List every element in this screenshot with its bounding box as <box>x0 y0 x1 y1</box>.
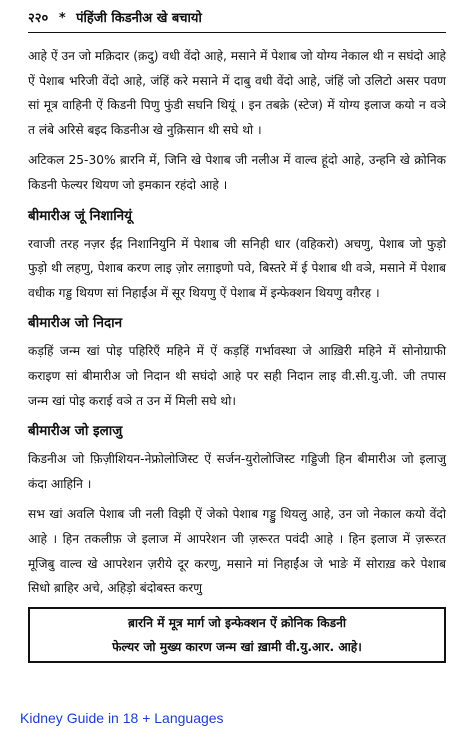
callout-line: फेल्यर जो मुख्य कारण जन्म खां ख़ामी वी.यु.आर. आहे। <box>112 639 362 654</box>
section-heading-treatment: बीमारीअ जो इलाजु <box>28 423 123 440</box>
page-header <box>28 6 446 33</box>
book-title: पंहिंजी किडनीअ खे बचायो <box>76 11 202 26</box>
body-paragraph: सभ खां अवलि पेशाब जी नली विझी ऐं जेको पेशाब गड्डु थियलु आहे, उन जो नेकाल कयो वेंदो आहे । हिन तकलीफ़ जे इलाज में आपरेशन जी ज़रूरत पवंदी आहे । हिन इलाज में ज़रूरत मूजिबु वाल्व खे आपरेशन ज़रीये दूर करणु, मसाने मां निहाईंअ जे भाङे में सोराख़ करे पेशाब सिधो ब़ाहिर अचे, अहिड़ो बंदोबस्त करणु <box>28 507 446 596</box>
section-heading-symptoms: बीमारीअ जूं निशानियूं <box>28 207 133 224</box>
section-heading-diagnosis: बीमारीअ जो निदान <box>28 315 123 332</box>
callout-line: ब़ारनि में मूत्र मार्ग जो इन्फेक्शन ऐं क्रोनिक किडनी <box>127 615 347 630</box>
kidney-guide-link[interactable]: Kidney Guide in 18 + Languages <box>20 710 224 726</box>
callout-box <box>28 607 446 663</box>
body-paragraph: रवाजी तरह नज़र ईंद़ निशानियुनि में पेशाब जी सनिही धार (वहिकरो) अचणु, पेशाब जो फुड़ो फुड़ो थी लहणु, पेशाब करण लाइ ज़ोर लग़ाइणो पवे, बिस्तरे में ई पेशाब थी वञे, मसाने में पेशाब वधीक गड्ड थियण सां निहाईंअ में सूर थियणु ऐं पेशाब में इन्फेक्शन थियणु वग़ैरह । <box>28 236 446 300</box>
header-separator: * <box>58 11 66 26</box>
body-paragraph: अटिकल 25-30% ब़ारनि में, जिनि खे पेशाब जी नलीअ में वाल्व हूंदो आहे, उन्हनि खे क्रोनिक किडनी फेल्यर थियण जो इमकान रहंदो आहे । <box>28 153 446 192</box>
body-paragraph: आहे ऐं उन जो मक़िदार (क़दु) वधी वेंदो आहे, मसाने में पेशाब जो योग्य नेकाल थी न सघंदो आहे ऐं पेशाब भरिजी वेंदो आहे, जंहिं करे मसाने में दाबु वधी वेंदो आहे, जंहिं जो उलिटो असर पवण सां मूत्र वाहिनी ऐं किडनी पिणु फुंडी सघनि थियूं । इन तबक़े (स्टेज) में योग्य इलाज कयो न वञे त लंबे अरिसे बइद किडनीअ खे नुक़िसान थी सघे थो । <box>28 49 446 137</box>
page-content <box>28 44 446 663</box>
body-paragraph: कड़हिं जन्म खां पोइ पहिरिऍं महिने में ऐं कड़हिं गर्भावस्था जे आख़िरी महिने में सोनोग्राफी कराइण सां बीमारीअ जो निदान थी सघंदो आहे पर सही निदान लाइ वी.सी.यु.जी. जी तपास जन्म खां पोइ कराई वञे त उन में मिली सघे थो। <box>28 344 446 408</box>
body-paragraph: किडनीअ जो फ़िज़ीशियन-नेफ्रोलोजिस्ट ऐं सर्जन-युरोलोजिस्ट गड्डिजी हिन बीमारीअ जो इलाजु कंदा आहिनि । <box>28 452 446 491</box>
page-number: २२० <box>28 11 49 26</box>
